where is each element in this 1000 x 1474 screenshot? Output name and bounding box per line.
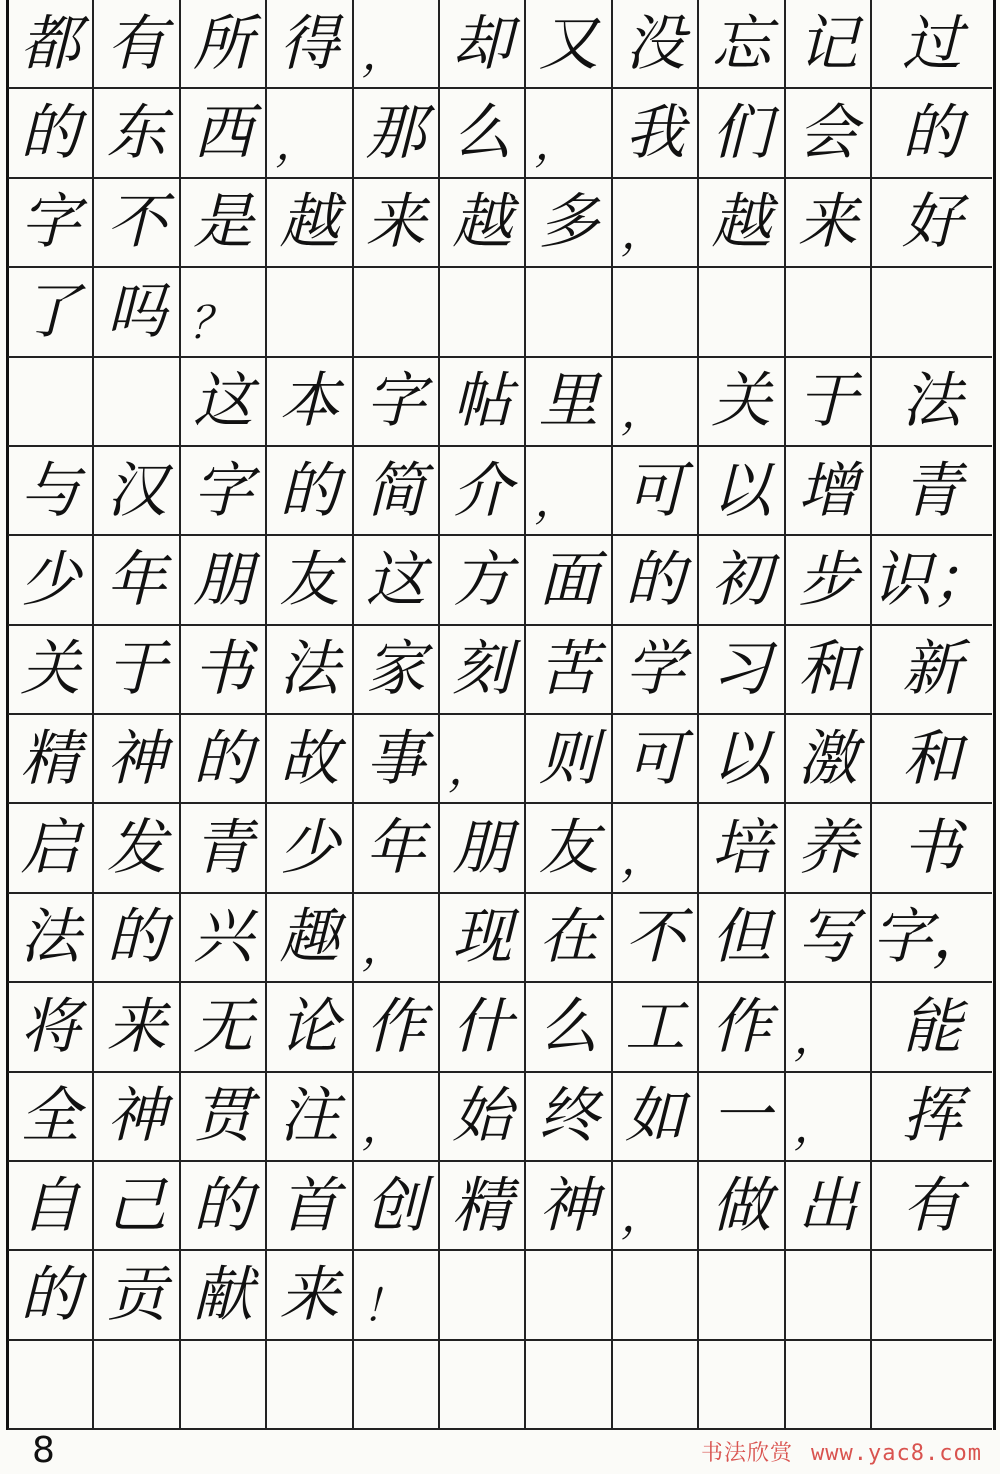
grid-cell: 新: [872, 626, 992, 715]
grid-cell: [786, 1251, 872, 1340]
grid-cell: 少: [267, 804, 353, 893]
grid-cell: [267, 1341, 353, 1430]
grid-cell: 工: [613, 983, 699, 1072]
grid-cell: 终: [526, 1073, 612, 1162]
watermark: [701, 1436, 982, 1467]
grid-cell: 创: [354, 1162, 440, 1251]
grid-cell: 一: [699, 1073, 785, 1162]
grid-cell: 么: [440, 89, 526, 178]
grid-cell: 可: [613, 715, 699, 804]
grid-cell: 法: [872, 358, 992, 447]
grid-cell: [440, 1341, 526, 1430]
grid-cell: [699, 1341, 785, 1430]
grid-cell: 注: [267, 1073, 353, 1162]
grid-cell: 做: [699, 1162, 785, 1251]
grid-cell: 又: [526, 0, 612, 89]
grid-cell: 识；: [872, 536, 992, 625]
grid-cell: [440, 1251, 526, 1340]
grid-cell: [267, 268, 353, 357]
grid-cell: 作: [699, 983, 785, 1072]
grid-cell: 书: [872, 804, 992, 893]
grid-cell: [786, 268, 872, 357]
grid-cell: 则: [526, 715, 612, 804]
grid-cell: 友: [526, 804, 612, 893]
grid-cell: 习: [699, 626, 785, 715]
grid-cell: 帖: [440, 358, 526, 447]
grid-cell: 现: [440, 894, 526, 983]
grid-cell: ？: [181, 268, 267, 357]
grid-cell: 写: [786, 894, 872, 983]
grid-cell: 来: [267, 1251, 353, 1340]
grid-cell: 字: [181, 447, 267, 536]
grid-cell: [440, 268, 526, 357]
grid-cell: 没: [613, 0, 699, 89]
grid-cell: [94, 1341, 180, 1430]
grid-cell: 法: [267, 626, 353, 715]
grid-cell: 于: [786, 358, 872, 447]
grid-cell: 来: [354, 179, 440, 268]
grid-cell: 吗: [94, 268, 180, 357]
grid-cell: 贯: [181, 1073, 267, 1162]
grid-cell: 朋: [181, 536, 267, 625]
grid-cell: ，: [613, 179, 699, 268]
grid-cell: 养: [786, 804, 872, 893]
grid-cell: 东: [94, 89, 180, 178]
grid-cell: ，: [440, 715, 526, 804]
grid-cell: 神: [94, 1073, 180, 1162]
grid-cell: 挥: [872, 1073, 992, 1162]
watermark-title: 书法欣赏: [701, 1441, 794, 1466]
grid-cell: 自: [8, 1162, 94, 1251]
grid-cell: [8, 1341, 94, 1430]
grid-cell: 越: [440, 179, 526, 268]
grid-cell: ，: [354, 1073, 440, 1162]
grid-cell: 始: [440, 1073, 526, 1162]
grid-cell: 的: [181, 715, 267, 804]
grid-cell: 苦: [526, 626, 612, 715]
grid-cell: 发: [94, 804, 180, 893]
grid-cell: 初: [699, 536, 785, 625]
grid-cell: [526, 1251, 612, 1340]
grid-cell: 青: [872, 447, 992, 536]
grid-cell: 贡: [94, 1251, 180, 1340]
grid-cell: 不: [613, 894, 699, 983]
grid-cell: 介: [440, 447, 526, 536]
grid-cell: ，: [613, 358, 699, 447]
grid-cell: 全: [8, 1073, 94, 1162]
grid-cell: 首: [267, 1162, 353, 1251]
grid-cell: 趣: [267, 894, 353, 983]
grid-cell: 字，: [872, 894, 992, 983]
grid-cell: 的: [267, 447, 353, 536]
grid-cell: [526, 268, 612, 357]
grid-cell: [699, 268, 785, 357]
grid-cell: ，: [526, 447, 612, 536]
grid-cell: 记: [786, 0, 872, 89]
grid-cell: 神: [94, 715, 180, 804]
grid-cell: 方: [440, 536, 526, 625]
grid-cell: 多: [526, 179, 612, 268]
grid-cell: 忘: [699, 0, 785, 89]
grid-cell: 年: [94, 536, 180, 625]
grid-cell: 法: [8, 894, 94, 983]
grid-cell: 青: [181, 804, 267, 893]
grid-cell: 好: [872, 179, 992, 268]
grid-cell: 友: [267, 536, 353, 625]
grid-cell: ，: [526, 89, 612, 178]
grid-cell: ，: [354, 0, 440, 89]
grid-cell: 将: [8, 983, 94, 1072]
grid-cell: 越: [267, 179, 353, 268]
grid-cell: 们: [699, 89, 785, 178]
grid-cell: 和: [872, 715, 992, 804]
grid-cell: [613, 1341, 699, 1430]
grid-cell: [872, 268, 992, 357]
grid-cell: 如: [613, 1073, 699, 1162]
grid-cell: 献: [181, 1251, 267, 1340]
grid-cell: 和: [786, 626, 872, 715]
grid-cell: 都: [8, 0, 94, 89]
grid-cell: 的: [613, 536, 699, 625]
grid-cell: 的: [181, 1162, 267, 1251]
grid-cell: 出: [786, 1162, 872, 1251]
grid-cell: ，: [354, 894, 440, 983]
grid-cell: [8, 358, 94, 447]
grid-cell: 本: [267, 358, 353, 447]
grid-cell: 无: [181, 983, 267, 1072]
page-number: 8: [32, 1430, 55, 1471]
grid-cell: 所: [181, 0, 267, 89]
grid-cell: 过: [872, 0, 992, 89]
grid-cell: 的: [8, 1251, 94, 1340]
grid-cell: 步: [786, 536, 872, 625]
grid-cell: 能: [872, 983, 992, 1072]
grid-cell: 朋: [440, 804, 526, 893]
grid-cell: 有: [94, 0, 180, 89]
grid-cell: [872, 1251, 992, 1340]
grid-cell: 激: [786, 715, 872, 804]
grid-cell: 西: [181, 89, 267, 178]
grid-cell: 关: [699, 358, 785, 447]
grid-cell: 事: [354, 715, 440, 804]
grid-cell: 我: [613, 89, 699, 178]
grid-cell: 于: [94, 626, 180, 715]
grid-cell: 这: [181, 358, 267, 447]
grid-cell: [613, 1251, 699, 1340]
grid-cell: 神: [526, 1162, 612, 1251]
grid-cell: 来: [786, 179, 872, 268]
grid-cell: 刻: [440, 626, 526, 715]
grid-cell: 里: [526, 358, 612, 447]
grid-cell: 精: [440, 1162, 526, 1251]
character-grid: [8, 0, 992, 1430]
grid-cell: 不: [94, 179, 180, 268]
grid-cell: [699, 1251, 785, 1340]
grid-cell: 增: [786, 447, 872, 536]
grid-cell: 书: [181, 626, 267, 715]
grid-cell: 有: [872, 1162, 992, 1251]
grid-cell: 家: [354, 626, 440, 715]
grid-cell: ，: [613, 1162, 699, 1251]
grid-cell: 那: [354, 89, 440, 178]
grid-cell: 故: [267, 715, 353, 804]
grid-cell: ！: [354, 1251, 440, 1340]
grid-cell: 面: [526, 536, 612, 625]
grid-cell: 了: [8, 268, 94, 357]
grid-cell: 会: [786, 89, 872, 178]
grid-cell: ，: [786, 983, 872, 1072]
grid-cell: 启: [8, 804, 94, 893]
grid-cell: 培: [699, 804, 785, 893]
grid-cell: [354, 1341, 440, 1430]
grid-cell: [181, 1341, 267, 1430]
watermark-url: www.yac8.com: [811, 1441, 982, 1466]
grid-cell: [872, 1341, 992, 1430]
grid-cell: 越: [699, 179, 785, 268]
grid-cell: 的: [94, 894, 180, 983]
grid-cell: 精: [8, 715, 94, 804]
grid-cell: 来: [94, 983, 180, 1072]
grid-cell: [786, 1341, 872, 1430]
grid-cell: 却: [440, 0, 526, 89]
grid-cell: [94, 358, 180, 447]
grid-cell: ，: [267, 89, 353, 178]
grid-cell: 什: [440, 983, 526, 1072]
grid-cell: [354, 268, 440, 357]
grid-cell: 是: [181, 179, 267, 268]
grid-cell: 在: [526, 894, 612, 983]
grid-cell: 以: [699, 715, 785, 804]
grid-cell: 年: [354, 804, 440, 893]
grid-cell: 么: [526, 983, 612, 1072]
grid-cell: 汉: [94, 447, 180, 536]
grid-cell: 可: [613, 447, 699, 536]
grid-cell: 少: [8, 536, 94, 625]
grid-cell: ，: [786, 1073, 872, 1162]
grid-cell: 这: [354, 536, 440, 625]
grid-cell: 但: [699, 894, 785, 983]
grid-cell: 的: [872, 89, 992, 178]
grid-cell: 关: [8, 626, 94, 715]
grid-cell: [526, 1341, 612, 1430]
grid-cell: 学: [613, 626, 699, 715]
grid-cell: 以: [699, 447, 785, 536]
grid-cell: ，: [613, 804, 699, 893]
grid-cell: 简: [354, 447, 440, 536]
grid-cell: [613, 268, 699, 357]
grid-cell: 得: [267, 0, 353, 89]
grid-cell: 字: [8, 179, 94, 268]
grid-cell: 作: [354, 983, 440, 1072]
grid-cell: 论: [267, 983, 353, 1072]
grid-cell: 与: [8, 447, 94, 536]
grid-cell: 的: [8, 89, 94, 178]
grid-cell: 字: [354, 358, 440, 447]
grid-cell: 兴: [181, 894, 267, 983]
grid-cell: 己: [94, 1162, 180, 1251]
